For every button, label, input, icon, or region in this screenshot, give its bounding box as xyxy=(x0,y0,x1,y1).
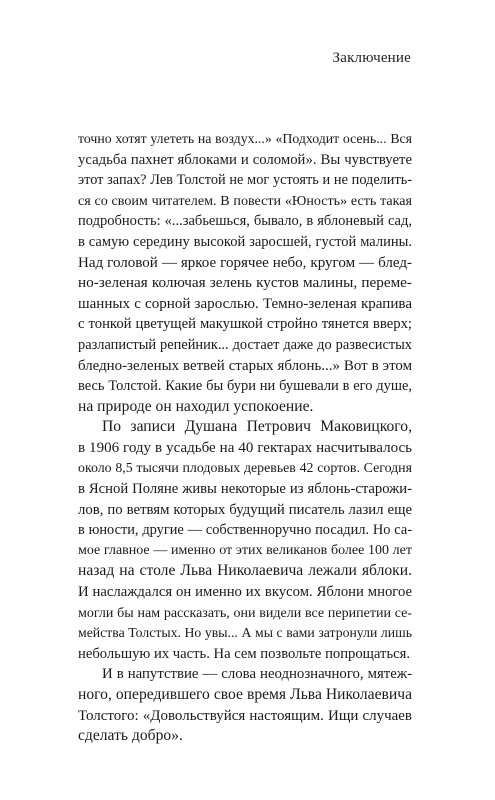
text-line: могли бы нам рассказать, они видели все перипетии се- xyxy=(78,604,412,621)
text-line: усадьба пахнет яблоками и соломой». Вы чувствуете xyxy=(78,151,412,168)
text-line: в самую середину высокой заросшей, густой малины. xyxy=(78,233,412,250)
text-line: бледно-зеленых ветвей старых яблонь...» Вот в этом xyxy=(78,357,412,374)
text-line: Над головой — яркое горячее небо, кругом — блед- xyxy=(78,254,412,271)
text-line: ся со своим читателем. В повести «Юность» есть такая xyxy=(78,192,412,209)
body-text xyxy=(78,129,412,747)
text-line: на природе он находил успокоение. xyxy=(78,397,314,415)
paragraph-3 xyxy=(78,664,412,746)
text-line: разлапистый репейник... достает даже до развесистых xyxy=(78,336,412,353)
text-line: мейства Толстых. Но увы... А мы с вами затронули лишь xyxy=(78,625,412,641)
text-line: весь Толстой. Какие бы бури ни бушевали в его душе, xyxy=(78,378,412,395)
text-line: Толстого: «Довольствуйся настоящим. Ищи случаев xyxy=(78,707,412,724)
text-line: ного, опередившего свое время Льва Николаевича xyxy=(78,686,412,704)
text-line: с тонкой цветущей макушкой стройно тянется вверх; xyxy=(78,316,412,333)
text-line: но-зеленая колючая зелень кустов малины, переме- xyxy=(78,274,412,292)
text-line: лов, по ветвям которых будущий писатель лазил еще xyxy=(78,501,412,518)
text-line: назад на столе Льва Николаевича лежали яблоки. xyxy=(78,562,412,580)
running-head: Заключение xyxy=(332,50,411,66)
text-line: И наслаждался он именно их вкусом. Яблони многое xyxy=(78,584,412,601)
text-line: И в напутствие — слова неоднозначного, мятеж- xyxy=(102,666,412,683)
text-line: этот запах? Лев Толстой не мог устоять и не поделить- xyxy=(78,172,412,189)
text-line: небольшую их часть. На сем позвольте попрощаться. xyxy=(78,645,410,662)
text-line: около 8,5 тысячи плодовых деревьев 42 сортов. Сегодня xyxy=(78,460,412,476)
text-line: точно хотят улететь на воздух...» «Подходит осень... Вся xyxy=(78,131,412,146)
text-line: в 1906 году в усадьбе на 40 гектарах насчитывалось xyxy=(78,439,412,456)
paragraph-1 xyxy=(78,129,412,417)
text-line: подробность: «...забьешься, бывало, в яблоневый сад, xyxy=(78,213,412,230)
text-line: шанных с сорной зарослью. Темно-зеленая крапива xyxy=(78,295,412,312)
text-line: в Ясной Поляне живы некоторые из яблонь-старожи- xyxy=(78,481,412,498)
text-line: в юности, другие — собственноручно посадил. Но са- xyxy=(78,522,412,539)
text-line: сделать добро». xyxy=(78,727,183,745)
paragraph-2 xyxy=(78,417,412,664)
text-line: мое главное — именно от этих великанов более 100 лет xyxy=(78,542,412,558)
text-line: По записи Душана Петрович Маковицкого, xyxy=(102,418,412,436)
